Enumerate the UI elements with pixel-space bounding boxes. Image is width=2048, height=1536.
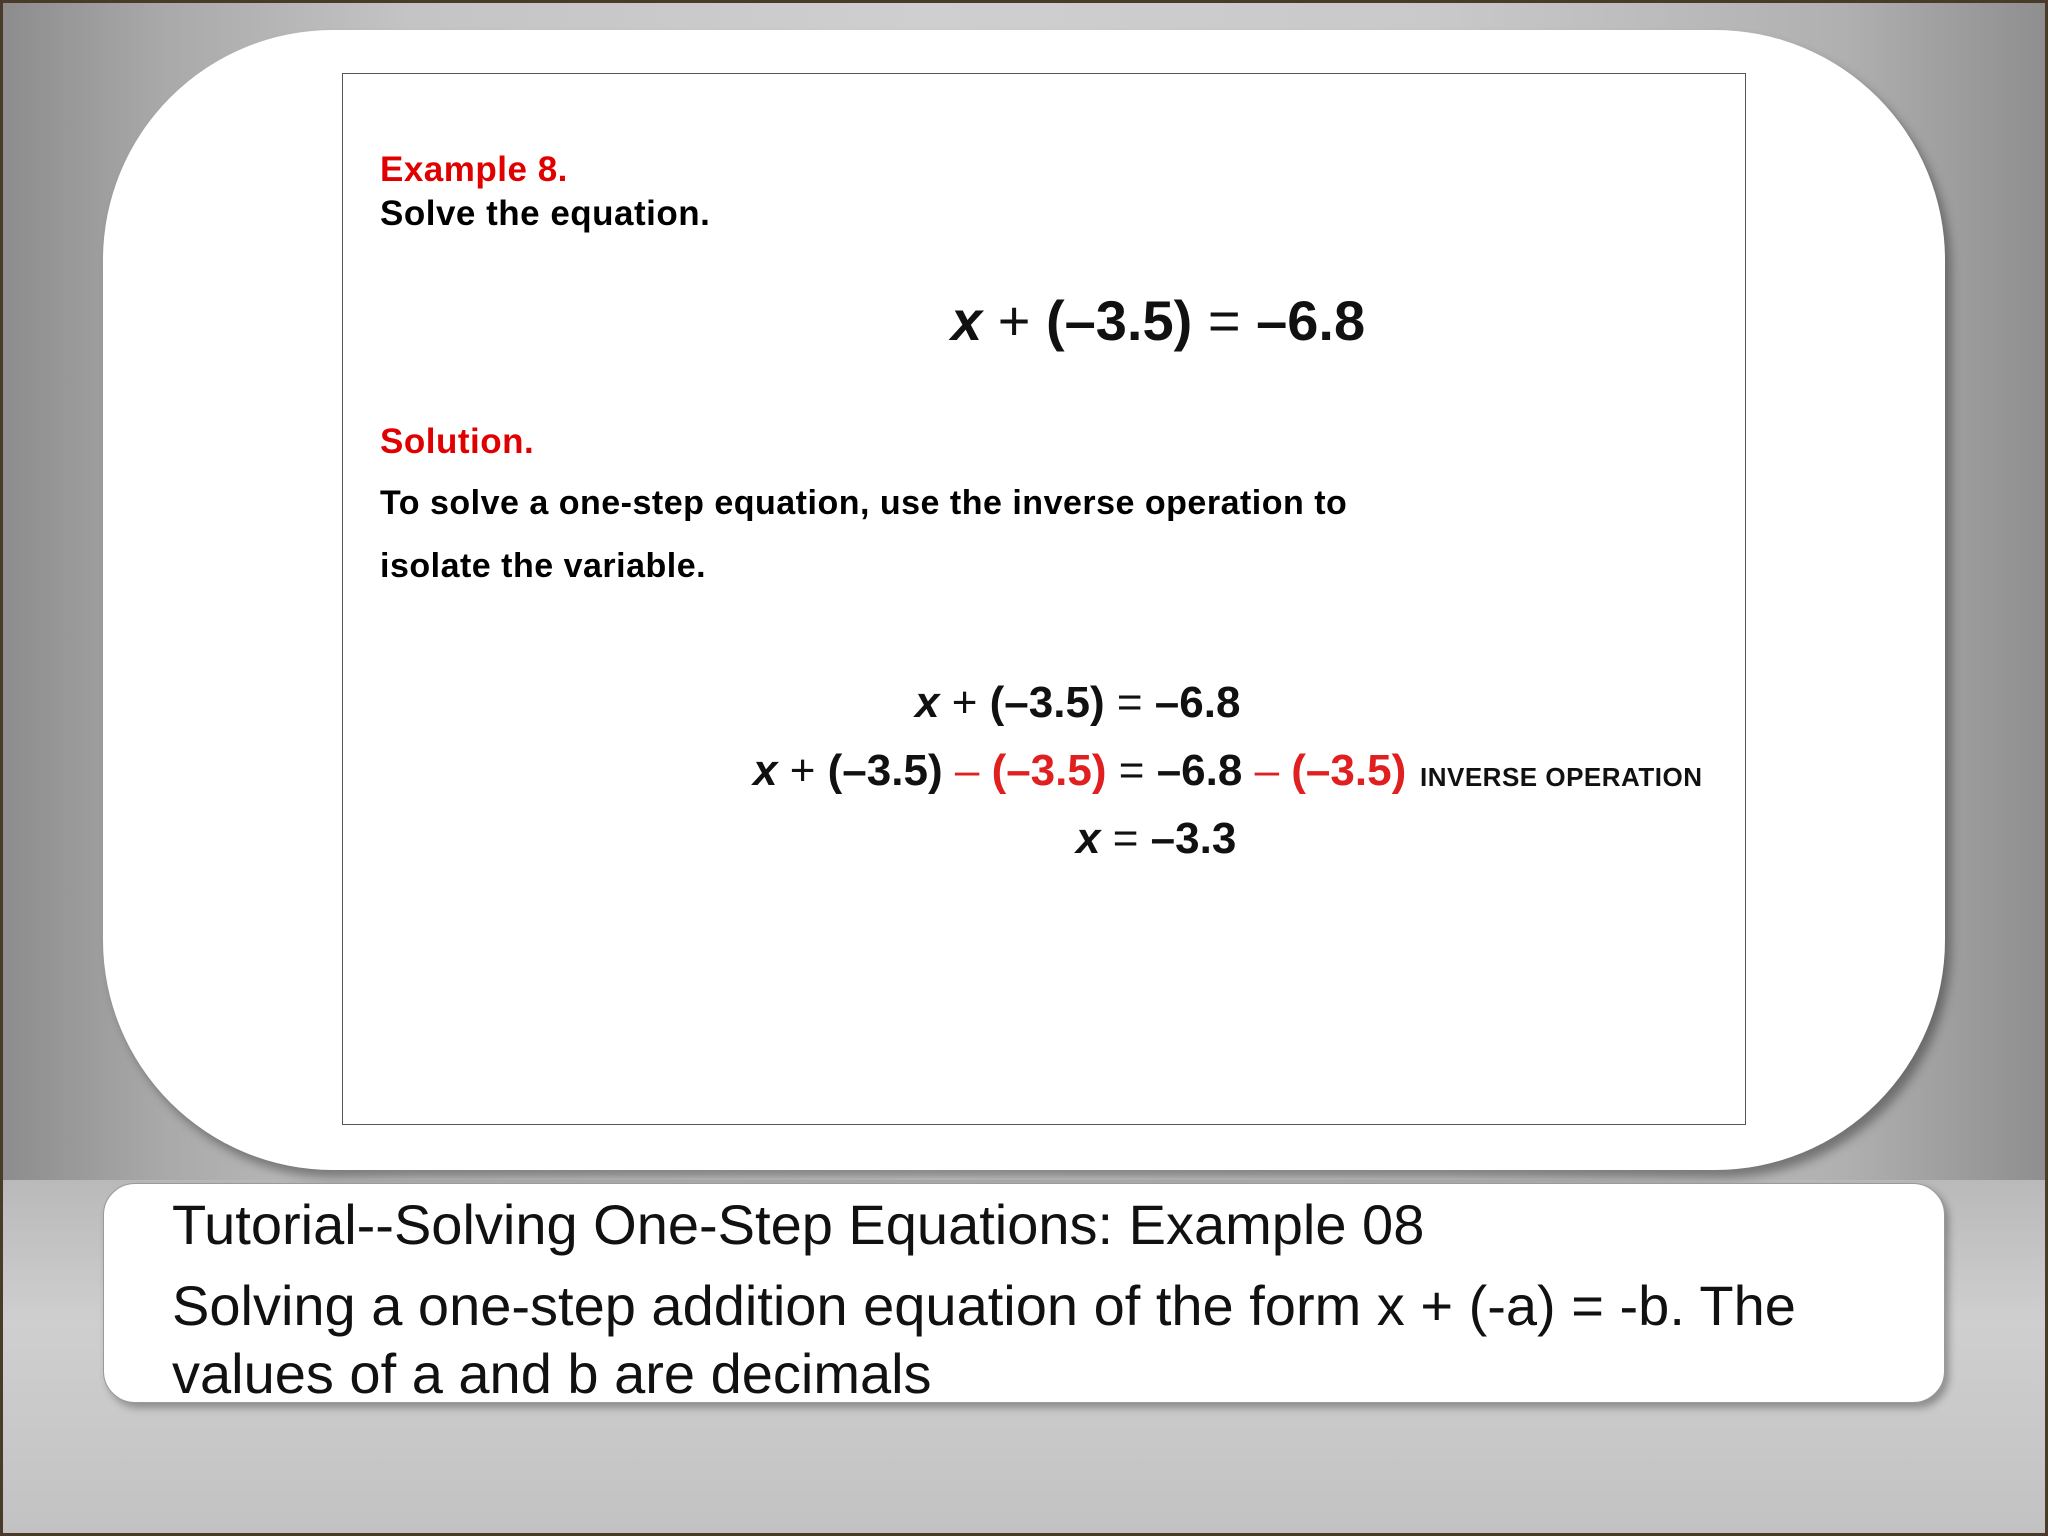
problem-rhs: –6.8 bbox=[1256, 289, 1366, 352]
step1-equals: = bbox=[1116, 678, 1143, 727]
step3-rhs: –3.3 bbox=[1150, 814, 1237, 863]
step1-plus: + bbox=[951, 678, 978, 727]
caption-title: Tutorial--Solving One-Step Equations: Example 08 bbox=[172, 1193, 1425, 1256]
step2-variable: x bbox=[753, 746, 778, 795]
tutorial-slide bbox=[342, 73, 1746, 1125]
step-line-2 bbox=[753, 746, 1406, 796]
problem-equals: = bbox=[1207, 289, 1241, 352]
step1-variable: x bbox=[915, 678, 940, 727]
problem-plus: + bbox=[997, 289, 1031, 352]
step3-variable: x bbox=[1076, 814, 1101, 863]
solution-label: Solution. bbox=[380, 422, 535, 461]
problem-equation bbox=[951, 288, 1365, 353]
caption-panel bbox=[103, 1183, 1945, 1403]
caption-description: Solving a one-step addition equation of the form x + (-a) = -b. The values of a and b are decimals bbox=[172, 1274, 1796, 1405]
step2-plus: + bbox=[789, 746, 816, 795]
problem-term: (–3.5) bbox=[1045, 289, 1193, 352]
step1-rhs: –6.8 bbox=[1154, 678, 1241, 727]
step2-inverse-left: (–3.5) bbox=[991, 746, 1107, 795]
step-line-1 bbox=[915, 678, 1240, 728]
step2-inverse-right: (–3.5) bbox=[1291, 746, 1407, 795]
step-line-3 bbox=[1076, 814, 1236, 864]
step2-minus-right: – bbox=[1254, 746, 1280, 795]
step3-equals: = bbox=[1112, 814, 1139, 863]
inverse-operation-label: INVERSE OPERATION bbox=[1420, 762, 1703, 792]
step2-term: (–3.5) bbox=[827, 746, 943, 795]
problem-variable: x bbox=[951, 289, 983, 352]
step2-minus-left: – bbox=[954, 746, 980, 795]
solution-text-line1: To solve a one-step equation, use the inverse operation to bbox=[380, 484, 1348, 522]
step2-equals: = bbox=[1118, 746, 1145, 795]
step1-term: (–3.5) bbox=[989, 678, 1105, 727]
instruction-text: Solve the equation. bbox=[380, 194, 711, 233]
solution-text-line2: isolate the variable. bbox=[380, 547, 707, 585]
step2-rhs: –6.8 bbox=[1156, 746, 1243, 795]
example-label: Example 8. bbox=[380, 150, 568, 189]
